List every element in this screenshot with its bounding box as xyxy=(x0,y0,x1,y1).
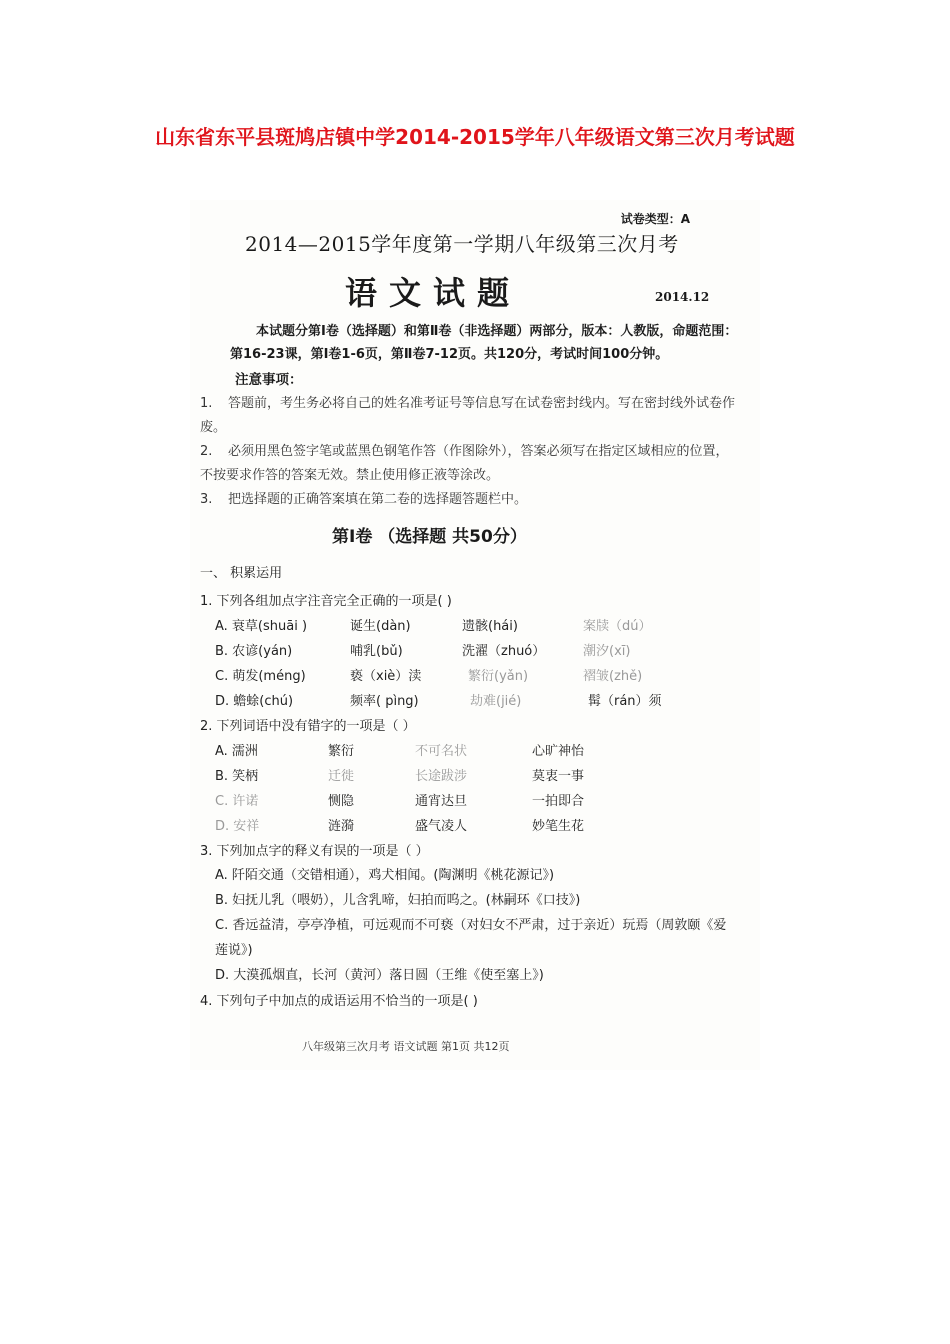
q2-option-a-3: 不可名状 xyxy=(415,744,468,759)
exam-type-label: 试卷类型：A xyxy=(620,212,690,226)
q1-option-b-3: 洗濯（zhuó） xyxy=(462,644,546,659)
q3-option-c: C. 香远益清，亭亭净植，可远观而不可亵（对妇女不严肃，过于亲近）玩焉（周敦颐《爱莲说》) xyxy=(215,918,727,958)
note-number: 3. xyxy=(200,492,213,507)
q2-option-d-4: 妙笔生花 xyxy=(532,819,585,834)
q2-option-b-3: 长途跋涉 xyxy=(415,769,468,784)
question-1-stem: 1. 下列各组加点字注音完全正确的一项是( ) xyxy=(200,594,452,609)
exam-date: 2014.12 xyxy=(655,290,710,304)
exam-name-heading: 2014—2015学年度第一学期八年级第三次月考 xyxy=(245,232,679,256)
q2-option-c-2: 恻隐 xyxy=(328,794,355,809)
q2-option-d-1: D. 安祥 xyxy=(215,819,260,834)
subject-heading: 语文试题 xyxy=(345,274,522,312)
question-3-stem: 3. 下列加点字的释义有误的一项是（ ） xyxy=(200,844,429,859)
q2-option-b-4: 莫衷一事 xyxy=(532,769,585,784)
q1-option-d-1: D. 蟾蜍(chú) xyxy=(215,694,294,709)
q2-option-d-3: 盛气凌人 xyxy=(415,819,468,834)
q1-option-a-1: A. 衰草(shuāi ) xyxy=(215,619,308,634)
question-2-stem: 2. 下列词语中没有错字的一项是（ ） xyxy=(200,719,416,734)
q1-option-d-2: 频率( pìng) xyxy=(350,694,419,709)
part-heading: 一、 积累运用 xyxy=(200,566,283,581)
note-text: 必须用黑色签字笔或蓝黑色钢笔作答（作图除外），答案必须写在指定区域相应的位置，不按要求作答的答案无效。禁止使用修正液等涂改。 xyxy=(200,444,729,483)
q2-option-c-3: 通宵达旦 xyxy=(415,794,468,809)
page-footer: 八年级第三次月考 语文试题 第1页 共12页 xyxy=(302,1040,510,1053)
q1-option-b-4: 潮汐(xī) xyxy=(583,644,631,659)
q1-option-c-3: 繁衍(yǎn) xyxy=(468,669,529,684)
q2-option-a-1: A. 濡洲 xyxy=(215,744,258,759)
section-heading: 第Ⅰ卷 （选择题 共50分） xyxy=(332,527,527,547)
q3-option-d: D. 大漠孤烟直，长河（黄河）落日圆（王维《使至塞上》) xyxy=(215,968,544,983)
q1-option-c-2: 亵（xiè）渎 xyxy=(350,669,422,684)
note-item xyxy=(200,488,740,512)
q1-option-c-1: C. 萌发(méng) xyxy=(215,669,306,684)
notes-heading: 注意事项： xyxy=(235,372,303,388)
q1-option-a-2: 诞生(dàn) xyxy=(350,619,411,634)
note-text: 答题前，考生务必将自己的姓名准考证号等信息写在试卷密封线内。写在密封线外试卷作废。 xyxy=(200,396,736,435)
note-number: 1. xyxy=(200,396,213,411)
q2-option-a-2: 繁衍 xyxy=(328,744,355,759)
q1-option-a-3: 遗骸(hái) xyxy=(462,619,518,634)
q2-option-a-4: 心旷神怡 xyxy=(532,744,585,759)
note-item xyxy=(200,392,740,440)
q1-option-c-4: 褶皱(zhě) xyxy=(583,669,643,684)
q1-option-a-4: 案牍（dú） xyxy=(583,619,652,634)
exam-intro: 本试题分第Ⅰ卷（选择题）和第Ⅱ卷（非选择题）两部分，版本：人教版，命题范围：第16-23课，第Ⅰ卷1-6页，第Ⅱ卷7-12页。共120分，考试时间100分钟。 xyxy=(230,324,738,362)
q1-option-b-2: 哺乳(bǔ) xyxy=(350,644,403,659)
q1-option-d-4: 髯（rán）须 xyxy=(588,694,662,709)
q1-option-d-3: 劫难(jié) xyxy=(470,694,522,709)
scanned-exam-page xyxy=(190,200,760,1070)
q2-option-c-4: 一拍即合 xyxy=(532,794,585,809)
q2-option-c-1: C. 许诺 xyxy=(215,794,259,809)
q2-option-d-2: 涟漪 xyxy=(328,819,355,834)
note-text: 把选择题的正确答案填在第二卷的选择题答题栏中。 xyxy=(228,492,528,507)
q1-option-b-1: B. 农谚(yán) xyxy=(215,644,293,659)
question-4-stem: 4. 下列句子中加点的成语运用不恰当的一项是( ) xyxy=(200,994,478,1009)
q3-option-b: B. 妇抚儿乳（喂奶），儿含乳啼，妇拍而呜之。(林嗣环《口技》) xyxy=(215,893,581,908)
document-title: 山东省东平县斑鸠店镇中学2014-2015学年八年级语文第三次月考试题 xyxy=(155,125,795,149)
note-item xyxy=(200,440,740,488)
q2-option-b-2: 迁徙 xyxy=(328,769,355,784)
q2-option-b-1: B. 笑柄 xyxy=(215,769,259,784)
q3-option-a: A. 阡陌交通（交错相通），鸡犬相闻。(陶渊明《桃花源记》) xyxy=(215,868,555,883)
note-number: 2. xyxy=(200,444,213,459)
